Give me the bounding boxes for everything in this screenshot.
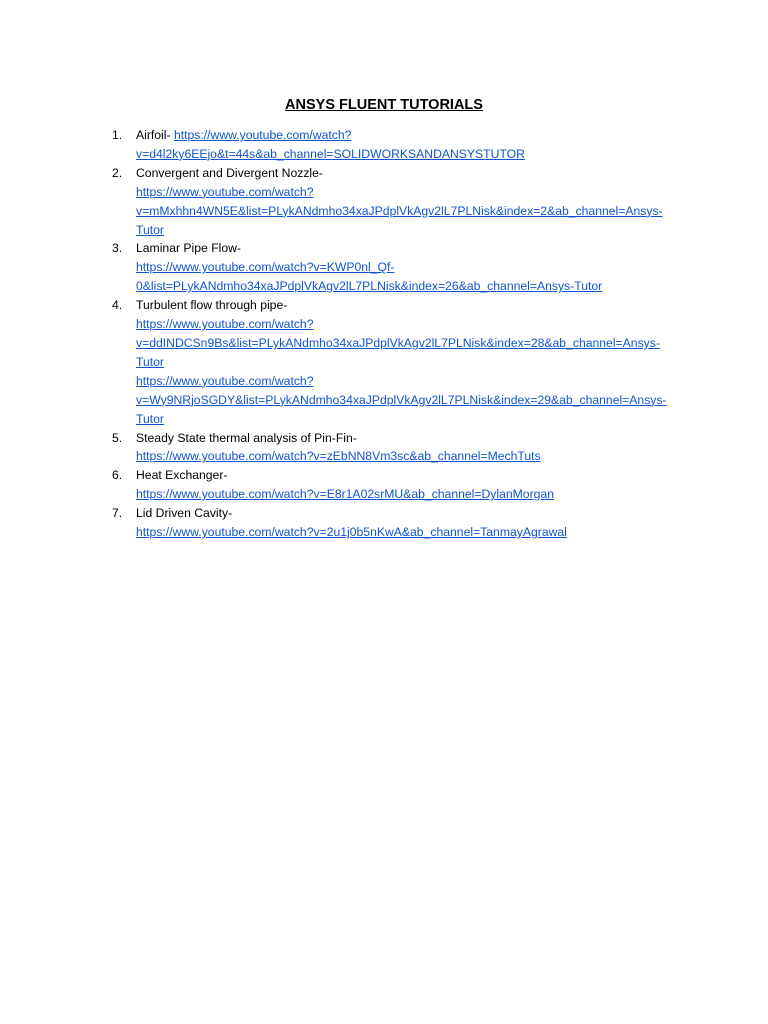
tutorial-link-continuation[interactable]: v=Wy9NRjoSGDY&list=PLykANdmho34xaJPdplVkAgv2lL7PLNisk&index=29&ab_channel=Ansys- — [136, 392, 667, 407]
item-title: Heat Exchanger- — [136, 468, 228, 483]
item-title: Steady State thermal analysis of Pin-Fin- — [136, 430, 357, 445]
item-title: Laminar Pipe Flow- — [136, 241, 241, 256]
list-item — [112, 164, 682, 240]
tutorial-link-continuation[interactable]: Tutor — [136, 411, 164, 426]
list-item — [112, 466, 682, 504]
item-number: 7. — [112, 506, 123, 521]
item-number: 1. — [112, 128, 123, 142]
tutorial-link[interactable]: https://www.youtube.com/watch? — [136, 184, 314, 199]
tutorial-link-second[interactable]: https://www.youtube.com/watch? — [136, 373, 314, 388]
list-item — [112, 126, 682, 164]
tutorial-list — [112, 126, 682, 542]
item-number: 3. — [112, 241, 123, 256]
tutorial-link[interactable]: https://www.youtube.com/watch?v=E8r1A02srMU&ab_channel=DylanMorgan — [136, 487, 554, 502]
tutorial-link-continuation[interactable]: Tutor — [136, 354, 164, 369]
list-item — [112, 239, 682, 296]
tutorial-link[interactable]: https://www.youtube.com/watch? — [173, 128, 352, 142]
item-title: Airfoil- — [136, 128, 171, 142]
list-item — [112, 504, 682, 542]
tutorial-link[interactable]: https://www.youtube.com/watch?v=2u1j0b5nKwA&ab_channel=TanmayAgrawal — [136, 525, 567, 540]
tutorial-link[interactable]: https://www.youtube.com/watch? — [136, 317, 314, 332]
item-number: 5. — [112, 430, 123, 445]
tutorial-link-continuation[interactable]: v=d4l2ky6EEjo&t=44s&ab_channel=SOLIDWORKSANDANSYSTUTOR — [136, 146, 525, 161]
tutorial-link[interactable]: https://www.youtube.com/watch?v=zEbNN8Vm3sc&ab_channel=MechTuts — [136, 449, 541, 464]
tutorial-link[interactable]: https://www.youtube.com/watch?v=KWP0nl_Qf- — [136, 260, 395, 275]
tutorial-link-continuation[interactable]: v=ddINDCSn9Bs&list=PLykANdmho34xaJPdplVkAgv2lL7PLNisk&index=28&ab_channel=Ansys- — [136, 335, 660, 350]
item-title: Lid Driven Cavity- — [136, 506, 233, 521]
item-title: Turbulent flow through pipe- — [136, 298, 288, 313]
item-number: 4. — [112, 298, 123, 313]
item-title: Convergent and Divergent Nozzle- — [136, 165, 323, 180]
document-title: ANSYS FLUENT TUTORIALS — [285, 97, 483, 113]
item-number: 2. — [112, 165, 123, 180]
tutorial-link-continuation[interactable]: 0&list=PLykANdmho34xaJPdplVkAgv2lL7PLNisk&index=26&ab_channel=Ansys-Tutor — [136, 279, 603, 294]
list-item — [112, 429, 682, 467]
tutorial-link-continuation[interactable]: v=mMxhhn4WN5E&list=PLykANdmho34xaJPdplVkAgv2lL7PLNisk&index=2&ab_channel=Ansys- — [136, 203, 663, 218]
tutorial-link-continuation[interactable]: Tutor — [136, 222, 164, 237]
list-item — [112, 296, 682, 428]
item-number: 6. — [112, 468, 123, 483]
